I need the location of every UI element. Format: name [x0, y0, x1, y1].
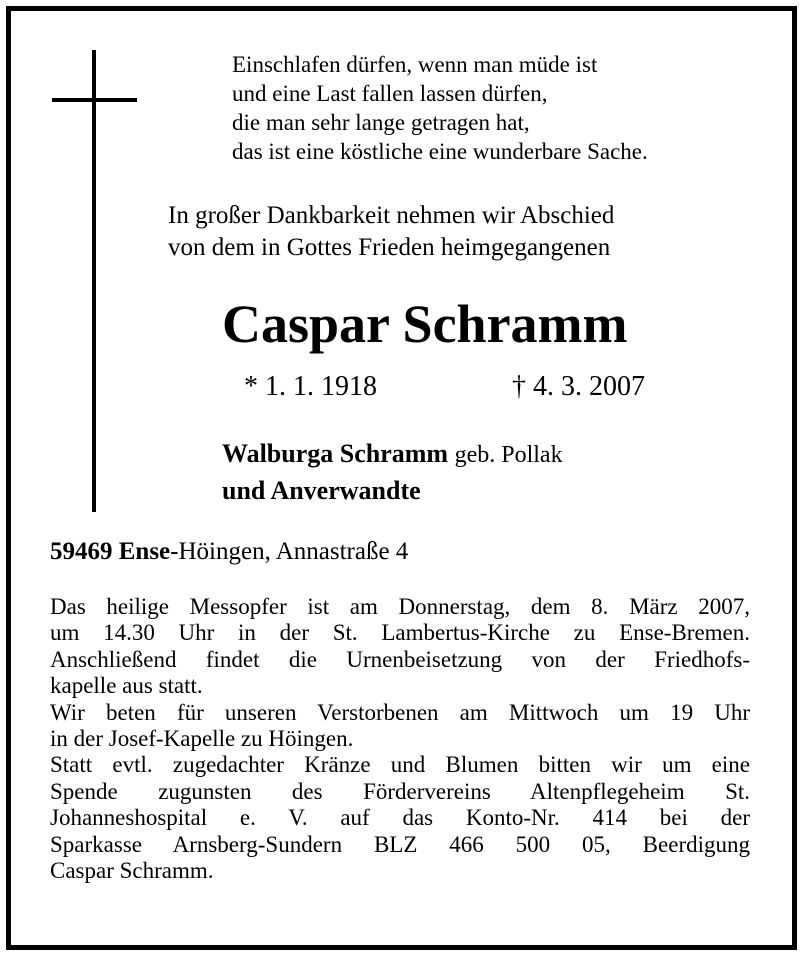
poem-line: die man sehr lange getragen hat, [232, 110, 530, 135]
notice-line: kapelle aus statt. [50, 673, 203, 699]
notice-line: um 14.30 Uhr in der St. Lambertus-Kirche zu Ense-Bremen. [50, 620, 750, 646]
birth-date: * 1. 1. 1918 [244, 371, 377, 402]
notice-line: in der Josef-Kapelle zu Höingen. [50, 726, 354, 752]
intro-line: von dem in Gottes Frieden heimgegangenen [168, 234, 611, 261]
mourners [222, 436, 563, 509]
notice-line: Anschließend findet die Urnenbeisetzung von der Friedhofs- [50, 646, 750, 672]
address-rest: -Höingen, Annastraße 4 [170, 538, 409, 565]
death-date: † 4. 3. 2007 [512, 371, 645, 402]
intro-line: In großer Dankbarkeit nehmen wir Abschied [168, 202, 615, 229]
mourner-others: und Anverwandte [222, 476, 421, 505]
poem-line: das ist eine köstliche eine wunderbare Sache. [232, 139, 648, 164]
address [50, 536, 408, 568]
notice-line: Statt evtl. zugedachter Kränze und Blumen bitten wir um eine [50, 752, 750, 778]
notice-line: Caspar Schramm. [50, 858, 214, 884]
notice-line: Das heilige Messopfer ist am Donnerstag, dem 8. März 2007, [50, 594, 750, 619]
service-notice [50, 594, 750, 884]
poem [232, 50, 648, 166]
notice-line: Wir beten für unseren Verstorbenen am Mittwoch um 19 Uhr [50, 699, 750, 725]
notice-line: Johanneshospital e. V. auf das Konto-Nr. 414 bei der [50, 805, 750, 831]
cross-icon [92, 50, 96, 512]
intro-text [168, 200, 614, 264]
cross-icon-bar [52, 98, 137, 102]
address-postal-city: 59469 Ense [50, 538, 171, 565]
mourner-primary-name: Walburga Schramm [222, 439, 449, 468]
poem-line: Einschlafen dürfen, wenn man müde ist [232, 52, 598, 77]
mourner-primary [222, 436, 563, 473]
poem-line: und eine Last fallen lassen dürfen, [232, 81, 548, 106]
notice-line: Spende zugunsten des Fördervereins Altenpflegeheim St. [50, 778, 750, 804]
deceased-name: Caspar Schramm [222, 294, 628, 354]
notice-line: Sparkasse Arnsberg-Sundern BLZ 466 500 05, Beerdigung [50, 831, 750, 857]
mourner-primary-suffix: geb. Pollak [454, 442, 563, 468]
